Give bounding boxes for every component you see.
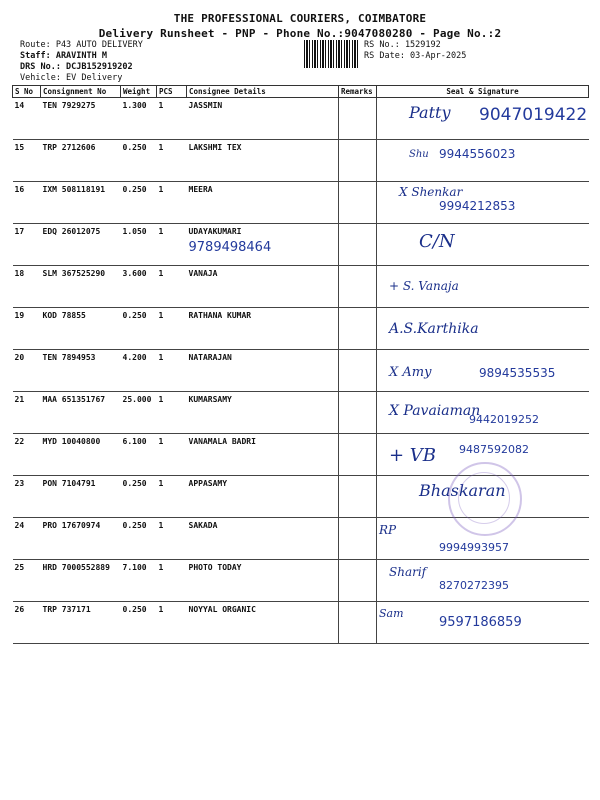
sno-cell: 23 — [13, 476, 41, 518]
remarks-cell — [339, 476, 377, 518]
signature-text: RP — [379, 523, 397, 537]
handwritten-phone: 9597186859 — [439, 615, 522, 630]
consignee-cell — [187, 392, 339, 434]
signature-text: Sam — [379, 607, 404, 620]
col-consignment: Consignment No — [41, 86, 121, 98]
pcs-cell: 1 — [157, 308, 187, 350]
signature-cell — [377, 98, 589, 140]
consignee-name: NATARAJAN — [188, 353, 232, 362]
weight-cell: 0.250 — [121, 182, 157, 224]
pcs-cell: 1 — [157, 140, 187, 182]
weight-cell: 0.250 — [121, 602, 157, 644]
consignment-cell: IXM 508118191 — [41, 182, 121, 224]
sno-cell: 22 — [13, 434, 41, 476]
handwritten-phone: 9894535535 — [479, 366, 556, 380]
remarks-cell — [339, 140, 377, 182]
consignee-name: JASSMIN — [188, 101, 223, 110]
table-row — [13, 308, 589, 350]
rs-info — [364, 40, 466, 62]
weight-cell: 1.300 — [121, 98, 157, 140]
remarks-cell — [339, 224, 377, 266]
consignee-name: SAKADA — [188, 521, 218, 530]
barcode — [304, 40, 360, 68]
pcs-cell: 1 — [157, 266, 187, 308]
weight-cell: 0.250 — [121, 308, 157, 350]
signature-cell — [377, 308, 589, 350]
remarks-cell — [339, 350, 377, 392]
consignment-cell: HRD 7000552889 — [41, 560, 121, 602]
weight-cell: 4.200 — [121, 350, 157, 392]
consignment-cell: TRP 737171 — [41, 602, 121, 644]
signature-cell — [377, 392, 589, 434]
consignee-name: KUMARSAMY — [188, 395, 232, 404]
consignment-cell: EDQ 26012075 — [41, 224, 121, 266]
sno-cell: 20 — [13, 350, 41, 392]
signature-text: Patty — [409, 103, 451, 122]
consignment-cell: MAA 651351767 — [41, 392, 121, 434]
consignee-name: PHOTO TODAY — [188, 563, 242, 572]
sno-cell: 19 — [13, 308, 41, 350]
signature-text: X Amy — [389, 365, 432, 380]
table-row — [13, 224, 589, 266]
runsheet-table — [12, 85, 589, 644]
consignee-name: VANAJA — [188, 269, 218, 278]
sno-cell: 21 — [13, 392, 41, 434]
signature-text: A.S.Karthika — [389, 321, 479, 337]
remarks-cell — [339, 182, 377, 224]
table-row — [13, 140, 589, 182]
consignee-cell — [187, 224, 339, 266]
pcs-cell: 1 — [157, 224, 187, 266]
handwritten-phone: 8270272395 — [439, 579, 509, 592]
company-title: THE PROFESSIONAL COURIERS, COIMBATORE — [173, 12, 427, 25]
route-line: Route: P43 AUTO DELIVERY — [20, 40, 143, 50]
signature-cell — [377, 266, 589, 308]
col-remarks: Remarks — [339, 86, 377, 98]
consignment-cell: KOD 78855 — [41, 308, 121, 350]
sno-cell: 16 — [13, 182, 41, 224]
signature-text: + VB — [389, 445, 437, 466]
consignee-cell — [187, 182, 339, 224]
signature-cell — [377, 560, 589, 602]
signature-text: Bhaskaran — [419, 481, 506, 500]
sno-cell: 15 — [13, 140, 41, 182]
consignee-name: VANAMALA BADRI — [188, 437, 256, 446]
sno-cell: 26 — [13, 602, 41, 644]
pcs-cell: 1 — [157, 98, 187, 140]
consignment-cell: PON 7104791 — [41, 476, 121, 518]
signature-text: X Shenkar — [399, 185, 463, 199]
signature-cell — [377, 140, 589, 182]
runsheet-subtitle: Delivery Runsheet - PNP - Phone No.:9047080280 - Page No.:2 — [98, 27, 502, 40]
table-row — [13, 350, 589, 392]
col-consignee: Consignee Details — [187, 86, 339, 98]
weight-cell: 0.250 — [121, 518, 157, 560]
consignee-name: APPASAMY — [188, 479, 228, 488]
remarks-cell — [339, 98, 377, 140]
table-row — [13, 392, 589, 434]
handwritten-phone: 9442019252 — [469, 413, 539, 426]
remarks-cell — [339, 308, 377, 350]
signature-text: Shu — [409, 149, 429, 160]
consignee-cell — [187, 266, 339, 308]
consignee-cell — [187, 140, 339, 182]
consignment-cell: TEN 7894953 — [41, 350, 121, 392]
weight-cell: 1.050 — [121, 224, 157, 266]
handwritten-phone: 9487592082 — [459, 443, 529, 456]
signature-cell — [377, 182, 589, 224]
consignment-cell: TRP 2712606 — [41, 140, 121, 182]
table-row — [13, 266, 589, 308]
consignee-name: MEERA — [188, 185, 213, 194]
consignee-cell — [187, 308, 339, 350]
pcs-cell: 1 — [157, 350, 187, 392]
consignee-name: RATHANA KUMAR — [188, 311, 252, 320]
consignment-cell: SLM 367525290 — [41, 266, 121, 308]
weight-cell: 0.250 — [121, 476, 157, 518]
consignee-name: LAKSHMI TEX — [188, 143, 242, 152]
consignment-cell: MYD 10040800 — [41, 434, 121, 476]
consignee-cell — [187, 98, 339, 140]
pcs-cell: 1 — [157, 182, 187, 224]
drs-line: DRS No.: DCJB152919202 — [20, 62, 133, 72]
handwritten-phone: 9047019422 — [479, 105, 588, 125]
sno-cell: 24 — [13, 518, 41, 560]
col-sno: S No — [13, 86, 41, 98]
col-weight: Weight — [121, 86, 157, 98]
signature-cell — [377, 224, 589, 266]
handwritten-note: 9789498464 — [188, 240, 272, 255]
consignment-cell: PRO 17670974 — [41, 518, 121, 560]
sno-cell: 14 — [13, 98, 41, 140]
consignee-cell — [187, 476, 339, 518]
signature-text: C/N — [419, 231, 455, 252]
staff-line: Staff: ARAVINTH M — [20, 51, 107, 61]
table-header — [13, 86, 589, 98]
run-info — [20, 40, 143, 84]
weight-cell: 6.100 — [121, 434, 157, 476]
weight-cell: 25.000 — [121, 392, 157, 434]
sno-cell: 18 — [13, 266, 41, 308]
vehicle-line: Vehicle: EV Delivery — [20, 73, 123, 83]
weight-cell: 7.100 — [121, 560, 157, 602]
consignee-cell — [187, 560, 339, 602]
pcs-cell: 1 — [157, 518, 187, 560]
seal-stamp — [448, 462, 522, 536]
weight-cell: 3.600 — [121, 266, 157, 308]
signature-cell — [377, 350, 589, 392]
consignment-cell: TEN 7929275 — [41, 98, 121, 140]
signature-text: X Pavaiaman — [389, 403, 481, 419]
signature-text: Sharif — [389, 565, 427, 579]
consignee-name: UDAYAKUMARI — [188, 227, 242, 236]
signature-text: + S. Vanaja — [389, 279, 459, 293]
col-signature: Seal & Signature — [377, 86, 589, 98]
table-row — [13, 182, 589, 224]
signature-cell — [377, 602, 589, 644]
remarks-cell — [339, 602, 377, 644]
table-row — [13, 602, 589, 644]
weight-cell: 0.250 — [121, 140, 157, 182]
pcs-cell: 1 — [157, 560, 187, 602]
rs-number: RS No.: 1529192 — [364, 40, 441, 50]
consignee-cell — [187, 350, 339, 392]
pcs-cell: 1 — [157, 602, 187, 644]
handwritten-phone: 9994212853 — [439, 199, 516, 213]
pcs-cell: 1 — [157, 434, 187, 476]
consignee-cell — [187, 518, 339, 560]
pcs-cell: 1 — [157, 476, 187, 518]
pcs-cell: 1 — [157, 392, 187, 434]
consignee-cell — [187, 602, 339, 644]
table-row — [13, 560, 589, 602]
remarks-cell — [339, 518, 377, 560]
sno-cell: 17 — [13, 224, 41, 266]
consignee-cell — [187, 434, 339, 476]
sno-cell: 25 — [13, 560, 41, 602]
handwritten-phone: 9994993957 — [439, 541, 509, 554]
consignee-name: NOYYAL ORGANIC — [188, 605, 256, 614]
remarks-cell — [339, 392, 377, 434]
rs-date: RS Date: 03-Apr-2025 — [364, 51, 467, 61]
remarks-cell — [339, 266, 377, 308]
handwritten-phone: 9944556023 — [439, 147, 516, 161]
col-pcs: PCS — [157, 86, 187, 98]
remarks-cell — [339, 434, 377, 476]
remarks-cell — [339, 560, 377, 602]
table-row — [13, 98, 589, 140]
